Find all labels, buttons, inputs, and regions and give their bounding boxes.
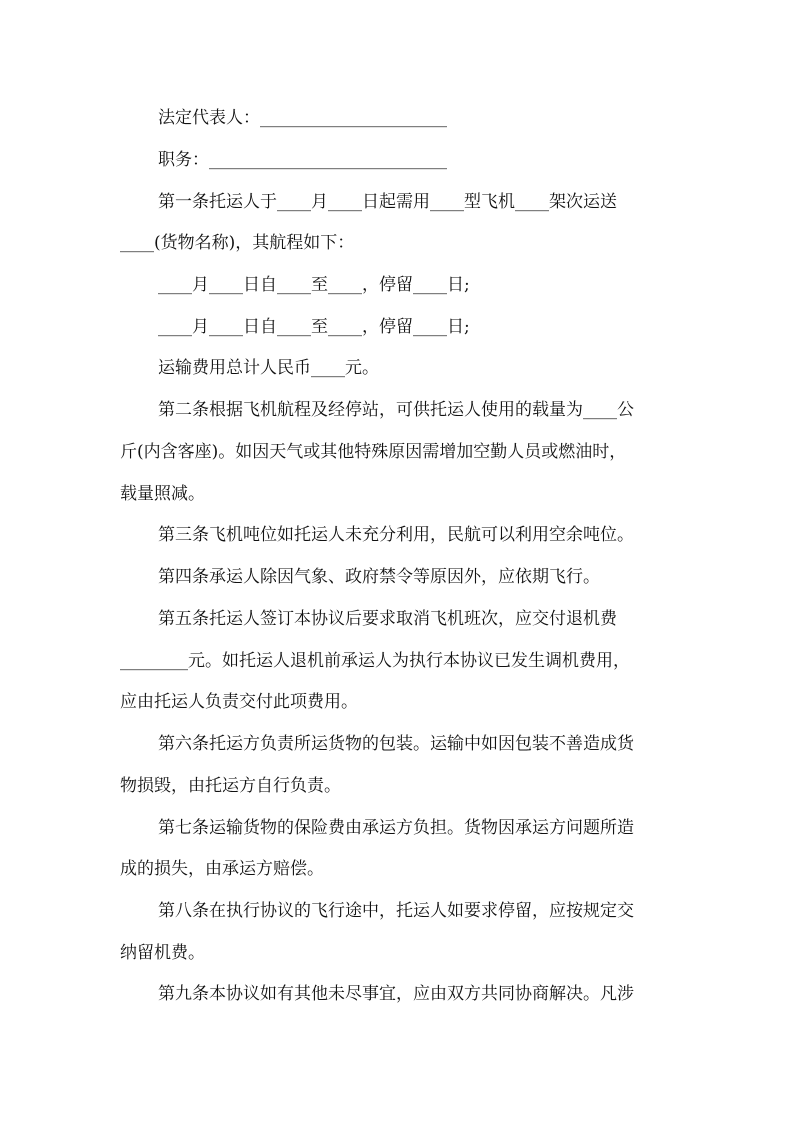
route-line-2: ____月____日自____至____，停留____日; [158,317,470,337]
article-7-line-1: 第七条运输货物的保险费由承运方负担。货物因承运方问题所造 [158,818,634,838]
article-9-line-1: 第九条本协议如有其他未尽事宜，应由双方共同协商解决。凡涉 [158,984,634,1004]
article-1-line-1: 第一条托运人于____月____日起需用____型飞机____架次运送 [158,192,617,212]
freight-total-line: 运输费用总计人民币____元。 [158,358,379,378]
position-line: 职务：____________________________ [158,150,447,170]
article-4-line-1: 第四条承运人除因气象、政府禁令等原因外，应依期飞行。 [158,567,600,587]
article-6-line-1: 第六条托运方负责所运货物的包装。运输中如因包装不善造成货 [158,734,634,754]
legal-representative-line: 法定代表人：______________________ [158,108,447,128]
route-line-1: ____月____日自____至____，停留____日; [158,275,470,295]
article-5-line-3: 应由托运人负责交付此项费用。 [120,692,358,712]
article-8-line-2: 纳留机费。 [120,943,205,963]
article-2-line-2: 斤(内含客座)。如因天气或其他特殊原因需增加空勤人员或燃油时， [120,442,627,462]
article-6-line-2: 物损毁，由托运方自行负责。 [120,776,341,796]
article-8-line-1: 第八条在执行协议的飞行途中，托运人如要求停留，应按规定交 [158,901,634,921]
article-1-line-2: ____(货物名称)，其航程如下： [120,233,355,253]
article-2-line-1: 第二条根据飞机航程及经停站，可供托运人使用的载量为____公 [158,400,634,420]
article-3-line-1: 第三条飞机吨位如托运人未充分利用，民航可以利用空余吨位。 [158,525,634,545]
article-2-line-3: 载量照减。 [120,484,205,504]
article-5-line-2: ________元。如托运人退机前承运人为执行本协议已发生调机费用， [120,651,630,671]
article-7-line-2: 成的损失，由承运方赔偿。 [120,859,324,879]
article-5-line-1: 第五条托运人签订本协议后要求取消飞机班次，应交付退机费 [158,609,617,629]
